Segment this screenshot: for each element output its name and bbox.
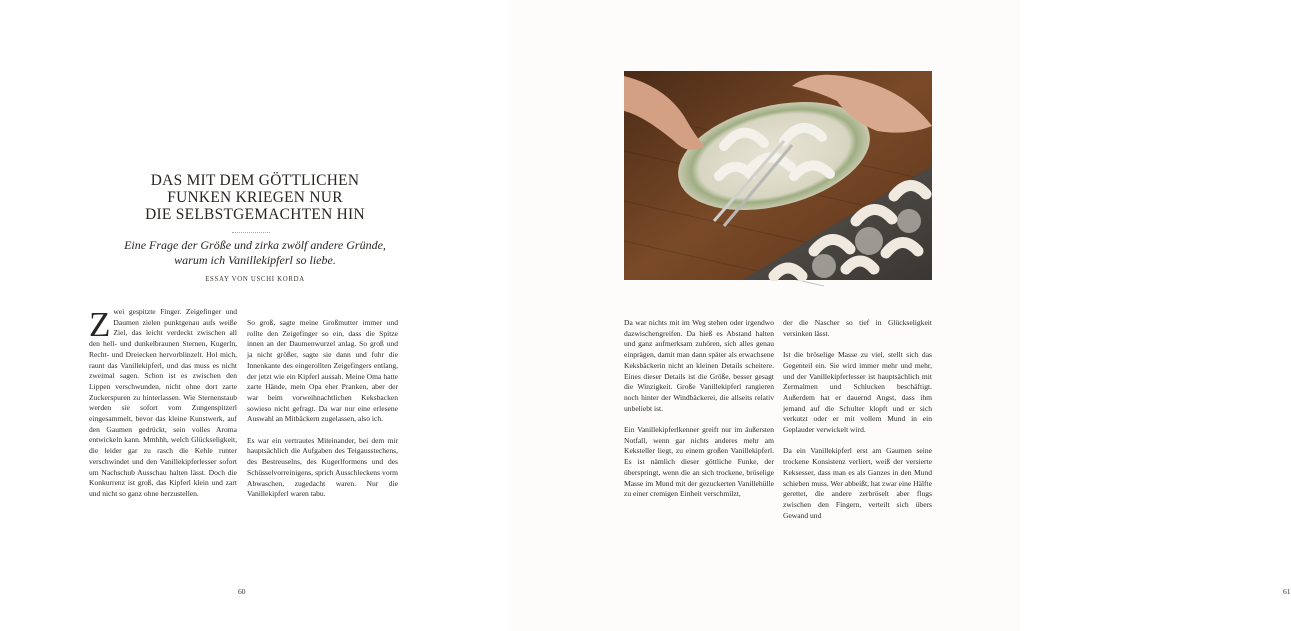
left-page bbox=[0, 0, 510, 631]
paragraph-text: wei gespitzte Finger. Zeigefinger und Daumen zielen punktgenau aufs weiße Ziel, das leicht verdeckt zwischen all den hell- und dunkelbraunen Sternen, Kugerln, Recht- und Dreiecken hervorblinzelt. Hol mich, raunt das Vanillekipferl, und das muss es nicht zweimal sagen. Schon ist es zwischen den Lippen verschwunden, nicht ohne dort zarte Zuckerspuren zu hinterlassen. Wie Sternenstaub werden sie sofort vom Zungenspitzerl eingesammelt, bevor das kleine Kunstwerk, auf den Gaumen gedrückt, sein volles Aroma entwickeln kann. Mmhhh, welch Glückseligkeit, die leider gar zu rasch die Kehle runter verschwindet und den Vanillekipferlesser sofort um Nachschub Ausschau halten lässt. Doch die Konkurrenz ist groß, das Kipferl klein und zart und nicht so ganz ohne herzustellen. bbox=[89, 307, 237, 498]
paragraph: So groß, sagte meine Großmutter immer und rollte den Zeigefinger so ein, dass die Spitze innen an der Daumenwurzel anlag. So groß und ja nicht größer, sagte sie dann und fuhr die Innenkante des eingerollten Zeigefingers entlang, der jetzt wie ein Kipferl aussah. Meine Oma hatte zarte Hände, mein Opa eher Pranken, aber der war beim vorweihnachtlichen Keksbacken sowieso nicht gefragt. Da war nur eine erlesene Auswahl an Mitbäckern zugelassen, also ich. bbox=[247, 318, 398, 424]
page-number: 60 bbox=[238, 587, 246, 596]
paragraph: Da ein Vanillekipferl erst am Gaumen seine trockene Konsistenz verliert, weiß der versierte Keksesser, dass man es als Ganzes in den Mund schieben muss. Wer abbeißt, hat zwar eine Hälfte gerettet, die andere zerbröselt aber flugs zwischen den Fingern, verteilt sich übers Gewand und bbox=[783, 446, 932, 520]
paragraph: Da war nichts mit im Weg stehen oder irgendwo dazwischengreifen. Da hieß es Abstand halten und ganz aufmerksam zuhören, sich alles genau einprägen, damit man dann später als erwachsene Keksbäckerin nicht an kleinen Details scheitere. Eines dieser Details ist die Größe, besser gesagt die Winzigkeit. Große Vanillekipferl rangieren noch hinter der Windbäckerei, die allseits relativ unbeliebt ist. bbox=[624, 318, 774, 413]
paragraph: Ist die bröselige Masse zu viel, stellt sich das Gegenteil ein. Sie wird immer mehr und mehr, und der Vanillekipferlesser ist hauptsächlich mit Zermalmen und Schlucken beschäftigt. Außerdem hat er dauernd Angst, dass ihm jemand auf die Schulter klopft und er sich verkutzt oder er mit vollem Mund in ein Geplauder verwickelt wird. bbox=[783, 350, 932, 435]
text-column-3 bbox=[624, 318, 774, 500]
text-column-2 bbox=[247, 318, 398, 500]
paragraph: der die Nascher so tief in Glückseligkeit versinken lässt. bbox=[783, 318, 932, 338]
paragraph: Es war ein vertrautes Miteinander, bei dem mir hauptsächlich die Aufgaben des Teigausstechens, des Bestreuselns, des Kugerlformens und des Schüsselvorreinigens, sprich Ausschleckens vorm Abwaschen, zugedacht waren. Nur die Vanillekipferl waren tabu. bbox=[247, 435, 398, 499]
paragraph: Ein Vanillekipferlkenner greift nur im äußersten Notfall, wenn gar nichts anderes mehr am Keksteller liegt, zu einem großen Vanillekipferl. Es ist nämlich dieser göttliche Funke, der überspringt, wenn die an sich trockene, bröselige Masse im Mund mit der gezuckerten Vanillehülle zu einer cremigen Einheit verschmilzt, bbox=[624, 425, 774, 499]
title-line-2: FUNKEN KRIEGEN NUR bbox=[167, 189, 343, 206]
text-column-4 bbox=[783, 318, 932, 521]
cookie-photo-illustration bbox=[624, 71, 932, 280]
title-line-3: DIE SELBSTGEMACHTEN HIN bbox=[145, 206, 365, 223]
drop-cap: Z bbox=[89, 305, 111, 344]
title-divider bbox=[232, 232, 270, 233]
byline: ESSAY VON USCHI KORDA bbox=[205, 276, 305, 283]
subtitle-line-2: warum ich Vanillekipferl so liebe. bbox=[174, 253, 336, 267]
essay-title bbox=[100, 172, 410, 223]
page-number: 61 bbox=[1283, 587, 1291, 596]
paragraph bbox=[89, 307, 237, 500]
text-column-1 bbox=[89, 307, 237, 500]
essay-subtitle bbox=[105, 238, 405, 268]
cookie-photo bbox=[624, 71, 932, 280]
title-line-1: DAS MIT DEM GÖTTLICHEN bbox=[150, 172, 360, 189]
subtitle-line-1: Eine Frage der Größe und zirka zwölf andere Gründe, bbox=[124, 238, 386, 252]
